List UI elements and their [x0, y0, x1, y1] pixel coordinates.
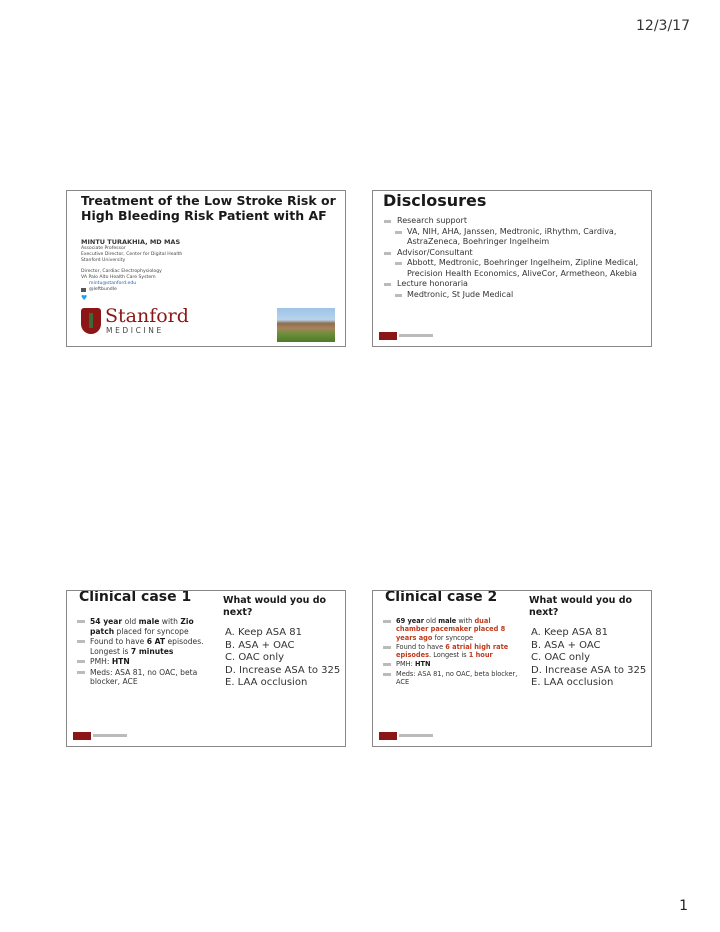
list-item: Medtronic, St Jude Medical: [381, 290, 646, 301]
list-item: PMH: HTN: [77, 657, 217, 667]
author-name: MINTU TURAKHIA, MD MAS: [81, 238, 181, 246]
bullet-icon: [77, 660, 85, 663]
list-item: Lecture honoraria: [381, 279, 646, 290]
stanford-shield-icon: [81, 308, 101, 334]
author-affiliation: VA Palo Alto Health Care System: [81, 275, 156, 280]
answer-option: A. Keep ASA 81: [531, 627, 609, 638]
bullet-icon: [383, 646, 391, 649]
list-item: Advisor/Consultant: [381, 248, 646, 259]
author-role: Associate Professor: [81, 246, 126, 251]
slide-title: Disclosures: [383, 191, 487, 210]
bullet-icon: [383, 663, 391, 666]
footer-logo: [379, 732, 435, 740]
answer-options: [225, 627, 341, 690]
campus-photo: [277, 308, 335, 342]
bullet-icon: [384, 283, 391, 286]
stanford-medicine-logo: Stanford MEDICINE: [81, 308, 179, 338]
case-history: [77, 617, 217, 688]
author-email: mintu@stanford.edu: [89, 281, 137, 286]
answer-option: A. Keep ASA 81: [225, 627, 303, 638]
answer-option: C. OAC only: [225, 652, 285, 663]
list-item: Meds: ASA 81, no OAC, beta blocker, ACE: [383, 670, 523, 687]
bullet-icon: [384, 220, 391, 223]
slide-title: Clinical case 1: [79, 590, 192, 605]
page-number: 1: [679, 898, 688, 914]
slide-title: Treatment of the Low Stroke Risk or High Bleeding Risk Patient with AF: [81, 193, 336, 223]
answer-option: B. ASA + OAC: [225, 639, 295, 651]
bullet-icon: [383, 620, 391, 623]
answer-options: [531, 627, 647, 690]
list-item: Meds: ASA 81, no OAC, beta blocker, ACE: [77, 668, 217, 687]
case-history: [383, 617, 523, 687]
list-item: Found to have 6 atrial high rate episodes. Longest is 1 hour: [383, 643, 523, 660]
bullet-icon: [395, 231, 402, 234]
bullet-icon: [383, 673, 391, 676]
bullet-icon: [384, 252, 391, 255]
twitter-icon: ♥: [81, 294, 88, 302]
answer-option: E. LAA occlusion: [531, 677, 614, 688]
author-role: Director, Cardiac Electrophysiology: [81, 269, 162, 274]
answer-option: E. LAA occlusion: [225, 677, 308, 688]
answer-option: D. Increase ASA to 325: [225, 664, 341, 676]
author-affiliation: Stanford University: [81, 258, 126, 263]
question: What would you do next?: [529, 595, 633, 618]
clinical-case-1-slide: [66, 590, 346, 747]
author-role: Executive Director, Center for Digital Health: [81, 252, 183, 257]
answer-option: B. ASA + OAC: [531, 639, 601, 651]
slide-title: Clinical case 2: [385, 590, 498, 605]
bullet-icon: [77, 620, 85, 623]
clinical-case-2-slide: [372, 590, 652, 747]
disclosures-slide: [372, 190, 652, 347]
footer-logo: [379, 332, 435, 340]
list-item: Abbott, Medtronic, Boehringer Ingelheim, Zipline Medical, Precision Health Economics, AliveCor, Armetheon, Akebia: [381, 258, 646, 279]
list-item: PMH: HTN: [383, 660, 523, 668]
twitter-handle: @leftbundle: [89, 287, 117, 292]
answer-option: C. OAC only: [531, 652, 591, 663]
bullet-icon: [77, 671, 85, 674]
disclosure-list: [381, 216, 646, 300]
question: What would you do next?: [223, 595, 327, 618]
list-item: Found to have 6 AT episodes. Longest is 7 minutes: [77, 637, 217, 656]
bullet-icon: [395, 294, 402, 297]
answer-option: D. Increase ASA to 325: [531, 664, 647, 676]
title-slide: [66, 190, 346, 347]
bullet-icon: [77, 640, 85, 643]
page-date: 12/3/17: [636, 18, 690, 34]
list-item: Research support: [381, 216, 646, 227]
list-item: 69 year old male with dual chamber pacemaker placed 8 years ago for syncope: [383, 617, 523, 642]
bullet-icon: [395, 262, 402, 265]
list-item: VA, NIH, AHA, Janssen, Medtronic, iRhythm, Cardiva, AstraZeneca, Boehringer Ingelheim: [381, 227, 646, 248]
footer-logo: [73, 732, 129, 740]
list-item: 54 year old male with Zio patch placed for syncope: [77, 617, 217, 636]
